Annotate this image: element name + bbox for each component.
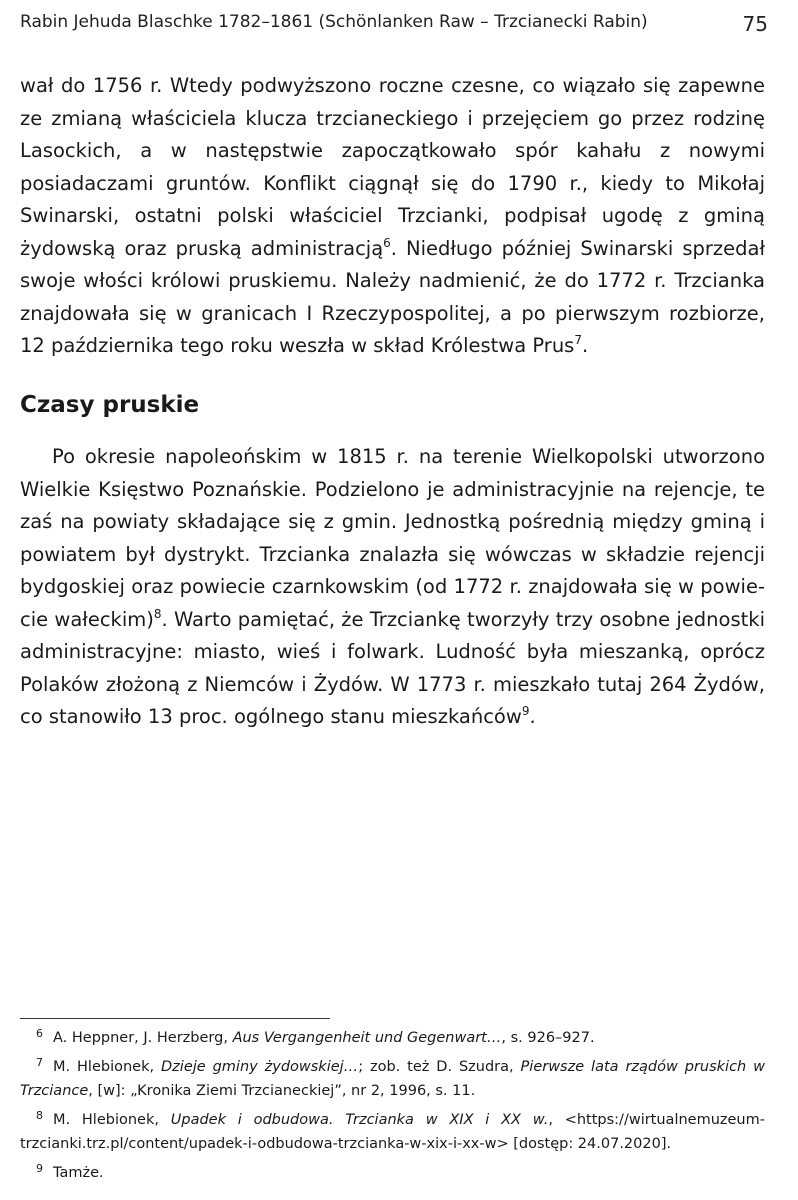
paragraph-2-text-b: . Warto pamiętać, że Trzciankę tworzyły trzy osobne jednostki administracyjne: miasto, wieś i folwark. Ludność była mieszanką, oprócz Polaków złożoną z Niemców i Żydów. W 1773 r. mieszkało tutaj 264 Żydów, co stanowiło 13 proc. ogólnego stanu mieszkańców (20, 607, 765, 728)
footnotes (20, 1026, 765, 1190)
footnote-link-text[interactable]: , <https://wirtualnemuzeum-trzcianki.trz.pl/content/upadek-i-odbudowa-trzcianka-w-xix-i-xx-w> [dostęp: 24.07.2020]. (20, 1112, 765, 1152)
paragraph-2-text-c: . (529, 705, 536, 728)
paragraph-1-text-a: wał do 1756 r. Wtedy podwyższono roczne czesne, co wiązało się zapewne ze zmianą właściciela klucza trzcianeckiego i przejęciem go przez rodzinę Lasockich, a w następstwie zapoczątkowało spór kahału z nowymi posiadaczami gruntów. Konflikt ciągnął się do 1790 r., kiedy to Mikołaj Swinarski, ostatni polski właściciel Trzcianki, podpisał ugodę z gminą żydowską oraz pruską administracją (20, 74, 765, 260)
page-number: 75 (742, 12, 768, 36)
footnote-separator (20, 1018, 330, 1019)
footnote-title: Aus Vergangenheit und Gegenwart… (232, 1030, 502, 1046)
footnote-number: 7 (36, 1056, 43, 1069)
footnote-title: Dzieje gminy żydowskiej… (161, 1059, 359, 1075)
footnote-text: , [w]: „Kronika Ziemi Trzcianeckiej”, nr 2, 1996, s. 11. (88, 1083, 476, 1099)
footnote-number: 9 (36, 1162, 43, 1175)
paragraph-2 (20, 441, 765, 734)
footnote-6 (20, 1026, 765, 1050)
running-head-title: Rabin Jehuda Blaschke 1782–1861 (Schönlanken Raw – Trzcianecki Rabin) (20, 12, 648, 32)
footnote-title: Pierwsze lata rządów pruskich w Trzciance (20, 1059, 765, 1099)
footnote-ref-7[interactable]: 7 (574, 333, 582, 347)
paragraph-1 (20, 70, 765, 363)
paragraph-1-text-b: . Niedługo później Swinarski sprzedał swoje włości królowi pruskiemu. Należy nadmienić, że do 1772 r. Trzcianka znajdowała się w granicach I Rzeczypospolitej, a po pierwszym rozbiorze, 12 października tego roku weszła w skład Królestwa Prus (20, 236, 765, 357)
footnote-ref-9[interactable]: 9 (521, 704, 530, 718)
footnote-text: ; zob. też D. Szudra, (358, 1059, 521, 1075)
footnote-ref-6[interactable]: 6 (383, 235, 391, 250)
footnote-number: 8 (36, 1109, 43, 1122)
section-heading: Czasy pruskie (20, 392, 200, 418)
footnote-9 (20, 1161, 765, 1185)
footnote-text: M. Hlebionek, (53, 1112, 171, 1128)
footnote-8 (20, 1108, 765, 1156)
paragraph-1-text-c: . (581, 334, 589, 357)
footnote-title: Upadek i odbudowa. Trzcianka w XIX i XX w. (170, 1112, 549, 1128)
footnote-text: Tamże. (53, 1165, 104, 1181)
running-head (20, 12, 768, 38)
footnote-7 (20, 1055, 765, 1103)
footnote-ref-8[interactable]: 8 (153, 606, 162, 621)
footnote-text: A. Heppner, J. Herzberg, (53, 1030, 233, 1046)
paragraph-2-text-a: Po okresie napoleońskim w 1815 r. na terenie Wielkopolski utworzono Wielkie Księstwo Poznańskie. Podzielono je administracyjnie na rejencje, te zaś na powiaty składające się z gmin. Jednostką pośrednią między gminą i powiatem był dystrykt. Trzcianka znalazła się wówczas w składzie rejencji bydgoskiej oraz powiecie czarnkowskim (od 1772 r. znajdowała się w powiecie wałeckim) (20, 445, 765, 631)
footnote-text: , s. 926–927. (501, 1030, 595, 1046)
footnote-text: M. Hlebionek, (53, 1059, 162, 1075)
footnote-number: 6 (36, 1027, 43, 1040)
